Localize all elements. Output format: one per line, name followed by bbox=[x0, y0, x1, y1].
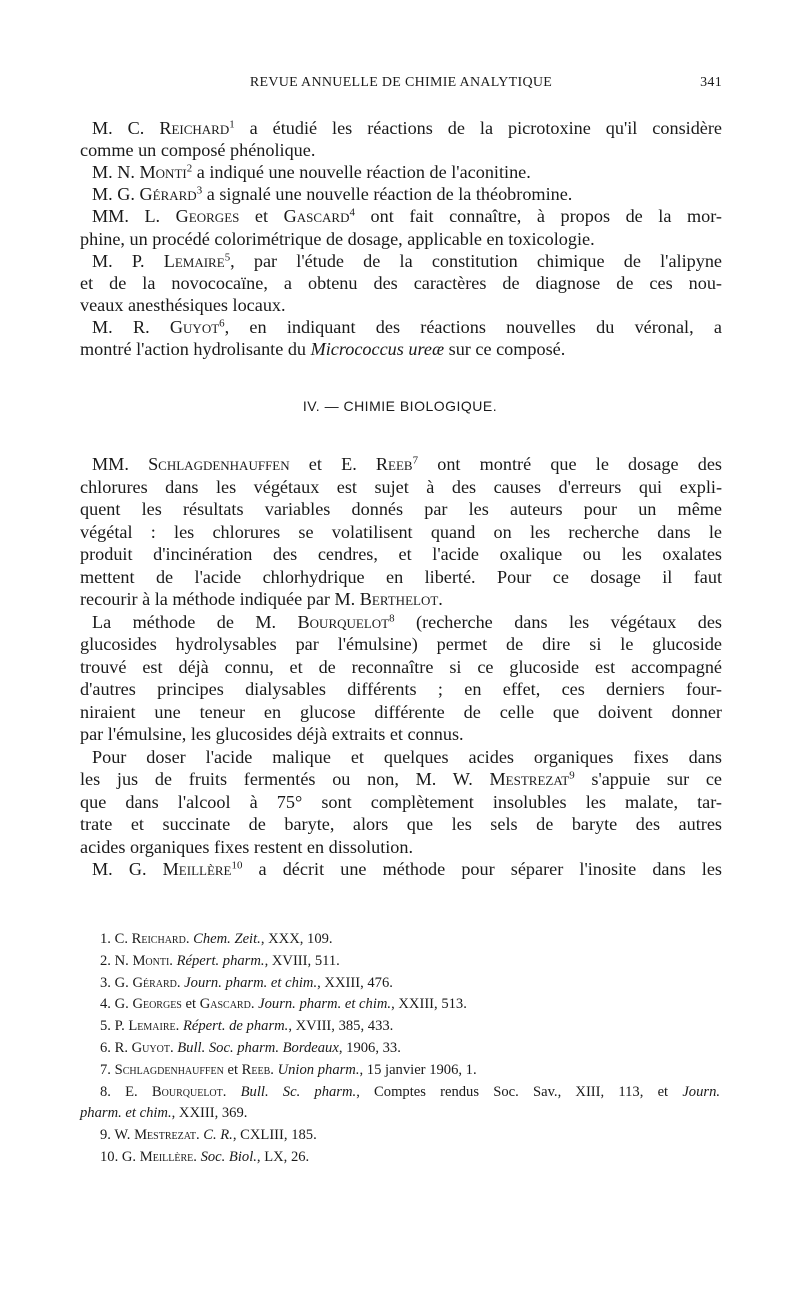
text: , CXLIII, 185. bbox=[232, 1127, 317, 1144]
footnote-ref: 7 bbox=[412, 454, 419, 467]
footnote-ref: 6 bbox=[219, 317, 225, 330]
running-title: REVUE ANNUELLE DE CHIMIE ANALYTIQUE bbox=[249, 75, 553, 90]
text: d'autres principes dialysables différents ; en effet, ces derniers four- bbox=[80, 679, 722, 699]
text: glucosides hydrolysables par l'émulsine) permet de dire si le glucoside bbox=[80, 634, 722, 654]
text: végétal : les chlorures se volatilisent quand on les recherche dans le bbox=[80, 521, 722, 542]
author-name: Monti bbox=[139, 162, 187, 183]
text: , XVIII, 511. bbox=[264, 952, 340, 969]
text: et bbox=[181, 996, 200, 1013]
footnote-line bbox=[100, 950, 720, 972]
author-name: Mestrezat bbox=[134, 1127, 196, 1144]
text-line bbox=[80, 656, 722, 678]
author-name: Monti bbox=[132, 952, 170, 969]
text-line bbox=[92, 117, 722, 139]
text: ont fait connaître, à propos de la mor- bbox=[354, 206, 722, 227]
text: , 1906, 33. bbox=[338, 1040, 401, 1056]
text: M. P. bbox=[92, 250, 164, 271]
text: veaux anesthésiques locaux. bbox=[80, 294, 286, 315]
footnote-ref: 2 bbox=[186, 162, 193, 175]
text-line bbox=[92, 205, 722, 227]
footnote-line bbox=[100, 1059, 720, 1081]
author-name: Gérard bbox=[132, 974, 177, 991]
text: 1. C. bbox=[100, 931, 132, 947]
text: , LX, 26. bbox=[256, 1149, 310, 1165]
text-line bbox=[92, 250, 722, 272]
author-name: Berthelot bbox=[359, 589, 439, 609]
italic-title: Chem. Zeit. bbox=[193, 931, 261, 947]
text: . bbox=[169, 1040, 178, 1056]
text-line bbox=[80, 294, 722, 316]
italic-title: Répert. pharm. bbox=[176, 952, 265, 969]
text-line bbox=[80, 228, 722, 250]
text: et bbox=[223, 1061, 242, 1078]
footnote-line bbox=[100, 1015, 720, 1037]
text: 7. bbox=[100, 1061, 115, 1078]
text: La méthode de M. bbox=[92, 611, 298, 632]
text-line bbox=[92, 746, 722, 768]
author-name: Schlagdenhauffen bbox=[148, 454, 290, 474]
text: les jus de fruits fermentés ou non, M. W. bbox=[80, 769, 490, 789]
text: , XXIII, 476. bbox=[317, 974, 393, 991]
text: niraient une teneur en glucose différente de celle que doivent donner bbox=[80, 701, 722, 722]
text: 8. E. bbox=[100, 1083, 152, 1100]
text: trate et succinate de baryte, alors que les sels de baryte des autres bbox=[80, 814, 722, 834]
text: comme un composé phénolique. bbox=[80, 140, 316, 161]
text-line bbox=[80, 701, 722, 723]
text-line bbox=[92, 316, 722, 338]
text-line bbox=[80, 768, 722, 790]
footnote-line bbox=[100, 1124, 720, 1146]
text: MM. bbox=[92, 454, 149, 474]
footnote-ref: 8 bbox=[389, 611, 395, 624]
text-line bbox=[80, 791, 722, 813]
text: , XXX, 109. bbox=[260, 931, 333, 947]
text: M. G. bbox=[92, 184, 140, 205]
footnote-ref: 4 bbox=[349, 206, 355, 219]
text: . bbox=[438, 589, 443, 609]
text-line bbox=[92, 611, 722, 633]
text: a décrit une méthode pour séparer l'inosite dans les bbox=[242, 859, 722, 879]
section-heading: IV. — CHIMIE BIOLOGIQUE. bbox=[302, 398, 498, 414]
text: 10. G. bbox=[100, 1149, 140, 1165]
text: quent les résultats variables donnés par les auteurs pour un même bbox=[80, 499, 722, 519]
author-name: Georges bbox=[175, 206, 240, 227]
text: 3. G. bbox=[100, 974, 133, 991]
text: , XXIII, 369. bbox=[171, 1105, 248, 1122]
text: . bbox=[250, 996, 259, 1013]
text: trouvé est déjà connu, et de reconnaître si ce glucoside est accompagné bbox=[80, 656, 722, 677]
text-line bbox=[92, 161, 722, 183]
text-line bbox=[80, 338, 722, 360]
text: mettent de l'acide chlorhydrique en liberté. Pour ce dosage il faut bbox=[80, 566, 722, 587]
text: . bbox=[175, 1018, 183, 1035]
italic-title: Bull. Sc. pharm. bbox=[240, 1083, 357, 1100]
text-line bbox=[80, 588, 722, 610]
footnote-ref: 5 bbox=[224, 251, 231, 264]
text: . bbox=[270, 1061, 278, 1078]
text: par l'émulsine, les glucosides déjà extraits et connus. bbox=[80, 724, 464, 744]
footnote-ref: 9 bbox=[569, 769, 575, 782]
author-name: Gérard bbox=[139, 184, 197, 205]
author-name: Reeb bbox=[375, 454, 413, 474]
text: sur ce composé. bbox=[444, 339, 566, 359]
text: ont montré que le dosage des bbox=[418, 454, 722, 474]
italic-title: pharm. et chim. bbox=[80, 1105, 172, 1122]
text: M. R. bbox=[92, 316, 170, 337]
text: phine, un procédé colorimétrique de dosage, applicable en toxicologie. bbox=[80, 228, 595, 249]
footnote-ref: 3 bbox=[196, 184, 203, 197]
text-line bbox=[80, 566, 722, 588]
author-name: Gascard bbox=[199, 996, 251, 1013]
text-line bbox=[80, 139, 722, 161]
author-name: Bourquelot bbox=[151, 1083, 223, 1100]
italic-title: Bull. Soc. pharm. Bordeaux bbox=[177, 1040, 339, 1056]
footnote-ref: 1 bbox=[229, 118, 235, 131]
author-name: Reichard bbox=[131, 931, 186, 947]
text-line bbox=[80, 476, 722, 498]
author-name: Gascard bbox=[283, 206, 350, 227]
text: M. G. bbox=[92, 859, 163, 879]
page-number: 341 bbox=[700, 75, 722, 90]
text: recourir à la méthode indiquée par M. bbox=[80, 589, 360, 609]
author-name: Georges bbox=[132, 996, 182, 1013]
italic-title: Journ. bbox=[682, 1083, 721, 1100]
footnote-line bbox=[100, 972, 720, 994]
text-line bbox=[80, 633, 722, 655]
italic-title: Soc. Biol. bbox=[200, 1149, 257, 1165]
text: acides organiques fixes restent en dissolution. bbox=[80, 836, 414, 857]
text: . bbox=[193, 1149, 201, 1165]
author-name: Mestrezat bbox=[489, 769, 570, 789]
text: , en indiquant des réactions nouvelles du véronal, a bbox=[224, 316, 722, 337]
text: a étudié les réactions de la picrotoxine qu'il considère bbox=[234, 118, 722, 138]
footnote-line bbox=[100, 1081, 720, 1103]
text: , XXIII, 513. bbox=[391, 996, 467, 1013]
footnote-ref: 10 bbox=[231, 859, 243, 872]
text-line bbox=[80, 723, 722, 745]
footnote-line bbox=[80, 1102, 722, 1124]
text: . bbox=[169, 952, 177, 969]
text: a signalé une nouvelle réaction de la théobromine. bbox=[202, 184, 573, 205]
italic-title: C. R. bbox=[203, 1127, 233, 1144]
text: a indiqué une nouvelle réaction de l'aconitine. bbox=[192, 162, 531, 183]
text-line bbox=[80, 272, 722, 294]
author-name: Lemaire bbox=[128, 1018, 176, 1035]
text-line bbox=[80, 836, 722, 858]
text: et de la novococaïne, a obtenu des caractères de diagnose de ces nou- bbox=[80, 272, 722, 293]
text: . bbox=[185, 931, 194, 947]
footnote-line bbox=[100, 993, 720, 1015]
author-name: Reichard bbox=[159, 118, 230, 138]
author-name: Reeb bbox=[241, 1061, 271, 1078]
italic-title: Répert. de pharm. bbox=[182, 1018, 289, 1035]
italic-title: Journ. pharm. et chim. bbox=[258, 996, 392, 1013]
author-name: Guyot bbox=[169, 316, 220, 337]
text-line bbox=[80, 543, 722, 565]
text: et bbox=[239, 206, 284, 227]
text: , XVIII, 385, 433. bbox=[288, 1018, 394, 1035]
author-name: Lemaire bbox=[163, 250, 225, 271]
text: M. C. bbox=[92, 118, 160, 138]
footnote-line bbox=[100, 1146, 720, 1168]
text: Pour doser l'acide malique et quelques acides organiques fixes dans bbox=[92, 746, 722, 767]
italic-title: Micrococcus ureæ bbox=[310, 339, 445, 359]
text: , Comptes rendus Soc. Sav., XIII, 113, et bbox=[356, 1083, 683, 1100]
author-name: Meillère bbox=[139, 1149, 194, 1165]
text: 6. R. bbox=[100, 1040, 132, 1056]
italic-title: Union pharm. bbox=[277, 1061, 360, 1078]
text: et E. bbox=[289, 454, 376, 474]
text: 5. P. bbox=[100, 1018, 129, 1035]
text-line bbox=[80, 498, 722, 520]
text: . bbox=[176, 974, 185, 991]
text-line bbox=[92, 858, 722, 880]
text-line bbox=[92, 453, 722, 475]
text-line bbox=[92, 183, 722, 205]
text: 9. W. bbox=[100, 1127, 135, 1144]
text: (recherche dans les végétaux des bbox=[394, 611, 722, 632]
footnote-line bbox=[100, 928, 720, 950]
text: chlorures dans les végétaux est sujet à des causes d'erreurs qui expli- bbox=[80, 476, 722, 497]
text: montré l'action hydrolisante du bbox=[80, 339, 311, 359]
text: produit d'incinération des cendres, et l'acide oxalique ou les oxalates bbox=[80, 544, 722, 564]
text-line bbox=[80, 521, 722, 543]
author-name: Meillère bbox=[162, 859, 232, 879]
text: , par l'étude de la constitution chimique de l'alipyne bbox=[230, 250, 722, 271]
text: , 15 janvier 1906, 1. bbox=[359, 1061, 477, 1078]
text-line bbox=[80, 678, 722, 700]
text: . bbox=[195, 1127, 204, 1144]
text: 4. G. bbox=[100, 996, 133, 1013]
text: . bbox=[222, 1083, 241, 1100]
italic-title: Journ. pharm. et chim. bbox=[184, 974, 318, 991]
text: que dans l'alcool à 75° sont complètement insolubles les malate, tar- bbox=[80, 791, 722, 812]
text: M. N. bbox=[92, 162, 140, 183]
text: 2. N. bbox=[100, 952, 133, 969]
text: s'appuie sur ce bbox=[574, 769, 722, 789]
author-name: Bourquelot bbox=[297, 611, 390, 632]
text: MM. L. bbox=[92, 206, 176, 227]
text-line bbox=[80, 813, 722, 835]
author-name: Schlagdenhauffen bbox=[114, 1061, 224, 1078]
author-name: Guyot bbox=[131, 1040, 170, 1056]
footnote-line bbox=[100, 1037, 720, 1059]
